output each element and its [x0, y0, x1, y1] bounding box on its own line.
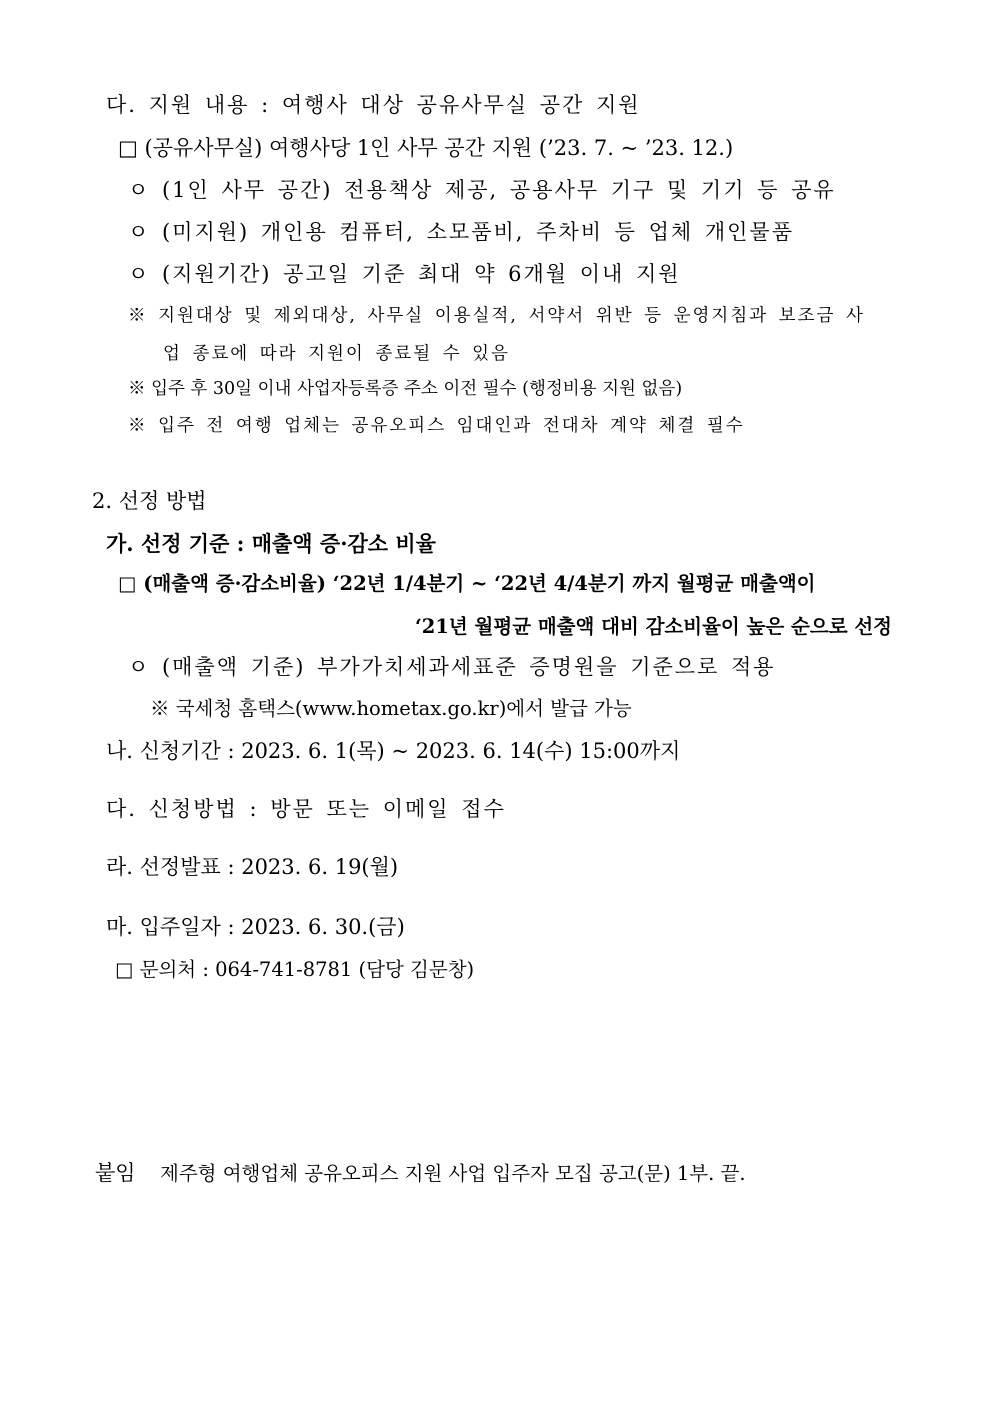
bullet-item: ㅇ (매출액 기준) 부가가치세과세표준 증명원을 기준으로 적용 [128, 655, 776, 679]
application-method: 다. 신청방법 : 방문 또는 이메일 접수 [106, 797, 506, 821]
bullet-item: ㅇ (미지원) 개인용 컴퓨터, 소모품비, 주차비 등 업체 개인물품 [128, 220, 795, 244]
note-item: ※ 지원대상 및 제외대상, 사무실 이용실적, 서약서 위반 등 운영지침과 보조금 사 [128, 306, 865, 326]
attachment-label: 붙임 [95, 1161, 136, 1185]
note-item-continued: 업 종료에 따라 지원이 종료될 수 있음 [163, 344, 510, 364]
selection-announcement: 라. 선정발표 : 2023. 6. 19(월) [106, 855, 399, 879]
section-heading: 2. 선정 방법 [92, 489, 207, 513]
note-item: ※ 입주 후 30일 이내 사업자등록증 주소 이전 필수 (행정비용 지원 없음) [128, 379, 683, 399]
note-item: ※ 입주 전 여행 업체는 공유오피스 임대인과 전대차 계약 체결 필수 [128, 416, 745, 436]
bullet-item: ㅇ (지원기간) 공고일 기준 최대 약 6개월 이내 지원 [128, 262, 681, 286]
application-period: 나. 신청기간 : 2023. 6. 1(목) ~ 2023. 6. 14(수) 15:00까지 [106, 739, 681, 763]
bullet-item: ㅇ (1인 사무 공간) 전용책상 제공, 공용사무 기구 및 기기 등 공유 [128, 178, 836, 202]
box-item: □ (공유사무실) 여행사당 1인 사무 공간 지원 (’23. 7. ~ ’23. 12.) [118, 136, 734, 160]
section-heading: 다. 지원 내용 : 여행사 대상 공유사무실 공간 지원 [106, 93, 641, 117]
criteria-box-item-continued: ‘21년 월평균 매출액 대비 감소비율이 높은 순으로 선정 [414, 615, 892, 638]
contact-info: □ 문의처 : 064-741-8781 (담당 김문창) [115, 958, 475, 981]
criteria-box-item: □ (매출액 증·감소비율) ‘22년 1/4분기 ~ ‘22년 4/4분기 까지 월평균 매출액이 [118, 572, 816, 595]
move-in-date: 마. 입주일자 : 2023. 6. 30.(금) [106, 915, 405, 939]
note-item: ※ 국세청 홈택스(www.hometax.go.kr)에서 발급 가능 [150, 697, 632, 720]
attachment-text: 제주형 여행업체 공유오피스 지원 사업 입주자 모집 공고(문) 1부. 끝. [160, 1162, 746, 1185]
criteria-heading: 가. 선정 기준 : 매출액 증·감소 비율 [106, 531, 436, 556]
